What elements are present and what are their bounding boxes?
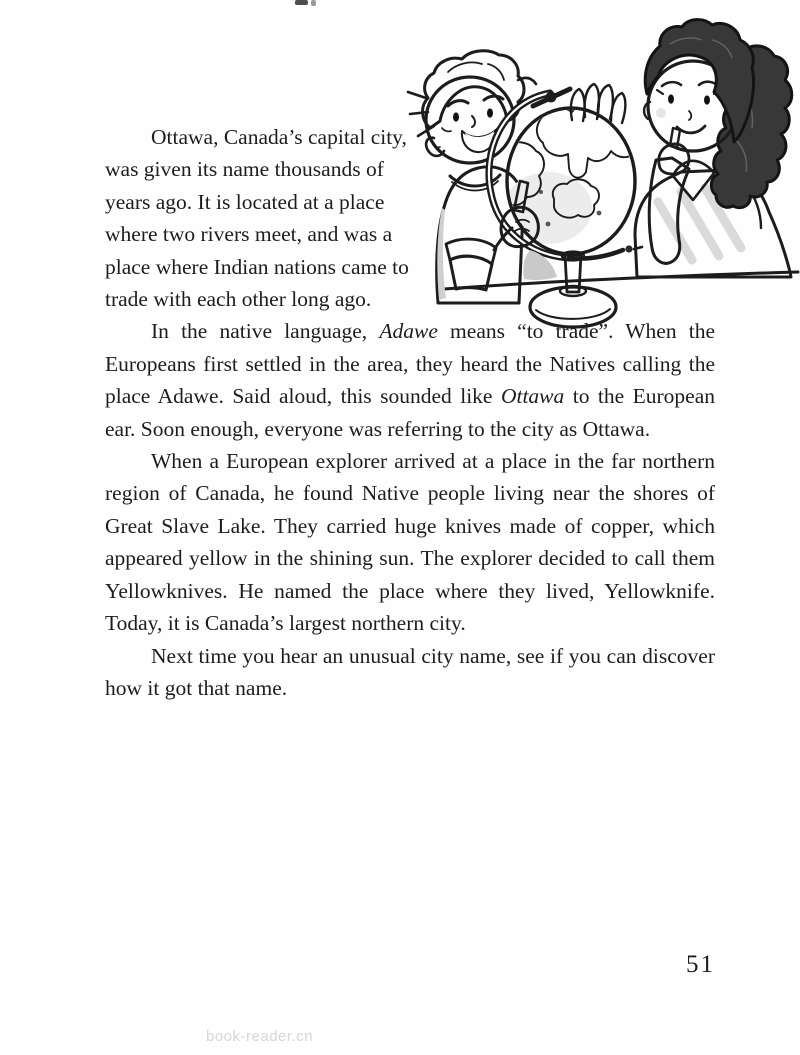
watermark: book-reader.cn: [206, 1028, 314, 1045]
paragraph-adawe: [105, 315, 715, 445]
body-text: [105, 121, 715, 704]
scan-artifact: [311, 0, 316, 6]
paragraph-ottawa: Ottawa, Canada’s capital city, was given its name thousands of years ago. It is located at a place where two rivers meet, and was a place where Indian nations came to trade with each other long ago.: [105, 125, 409, 312]
paragraph-adawe-text: to the European ear. Soon enough, everyone was referring to the city as Ottawa.: [105, 384, 715, 441]
italic-term-ottawa: Ottawa: [500, 384, 565, 409]
page-number: 51: [686, 951, 715, 978]
fingers-behind-globe-icon: [571, 84, 626, 123]
paragraph-yellowknife: When a European explorer arrived at a place in the far northern region of Canada, he found Native people living near the shores of Great Slave Lake. They carried huge knives made of copper, which appeared yellow in the shining sun. The explorer decided to call them Yellowknives. He named the place where they lived, Yellowknife. Today, it is Canada’s largest northern city.: [105, 449, 715, 636]
italic-term-adawe: Adawe: [379, 319, 438, 344]
paragraph-adawe-text: In the native language,: [151, 319, 380, 344]
scan-artifact: [295, 0, 308, 5]
paragraph-adawe-text: means “to trade”. When the Europeans first settled in the area, they heard the Natives calling the place Adawe. Said aloud, this sounded like: [105, 319, 716, 409]
paragraph-closing: Next time you hear an unusual city name, see if you can discover how it got that name.: [105, 643, 715, 700]
